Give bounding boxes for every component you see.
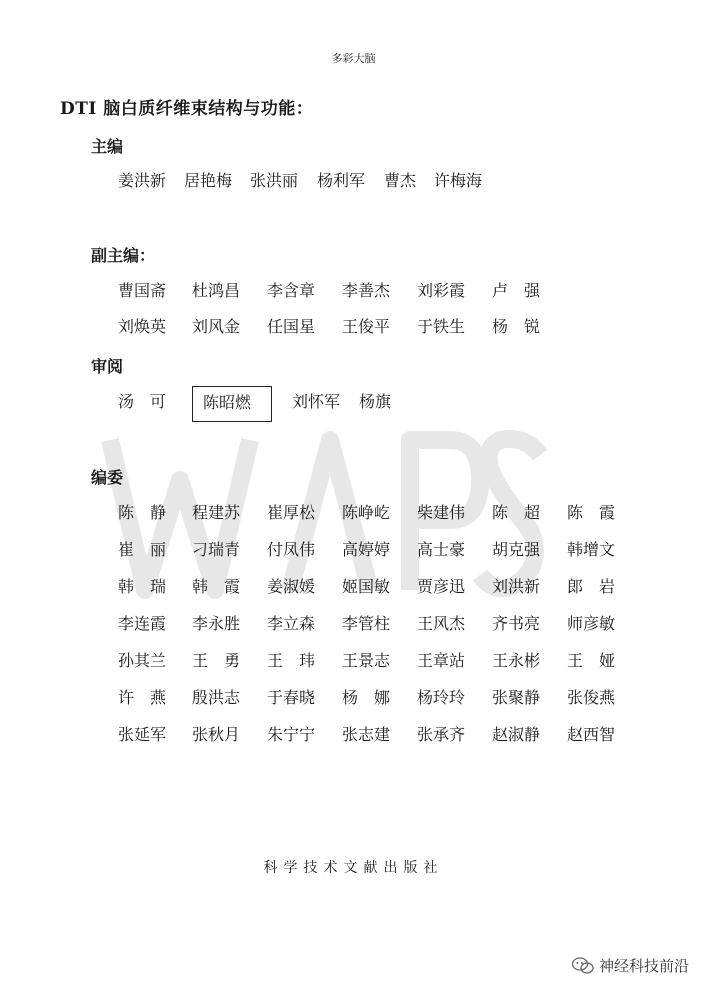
reviewers-heading: 审阅	[91, 357, 124, 376]
editorial-board-member-name: 孙其兰	[118, 651, 167, 670]
editorial-board-member-name: 赵西智	[567, 725, 616, 744]
chief-editor-name: 杨利军	[317, 171, 366, 190]
editorial-board-member-name: 朱宁宁	[267, 725, 316, 744]
editorial-board-member-name: 张秋月	[192, 725, 241, 744]
chief-editors-heading: 主编	[91, 137, 124, 156]
editorial-board-member-name: 王 勇	[192, 651, 241, 670]
reviewer-name: 汤 可	[118, 392, 167, 411]
document-title: DTI 脑白质纤维束结构与功能：	[60, 99, 314, 119]
editorial-board-member-name: 陈 霞	[567, 503, 616, 522]
editorial-board-member-name: 高士豪	[417, 540, 466, 559]
wechat-account-watermark	[572, 955, 689, 976]
editorial-board-member-name: 王 玮	[267, 651, 316, 670]
deputy-editor-name: 卢 强	[492, 281, 541, 300]
deputy-editor-name: 曹国斋	[118, 281, 167, 300]
editorial-board-member-name: 张延军	[118, 725, 167, 744]
editorial-board-member-name: 许 燕	[118, 688, 167, 707]
wechat-icon	[572, 957, 594, 975]
wechat-account-name: 神经科技前沿	[598, 957, 689, 975]
publisher-name: 科学技术文献出版社	[263, 860, 444, 876]
editorial-board-member-name: 赵淑静	[492, 725, 541, 744]
editorial-board-member-name: 齐书亮	[492, 614, 541, 633]
deputy-editor-name: 刘彩霞	[417, 281, 466, 300]
deputy-editors-heading: 副主编：	[91, 246, 156, 265]
editorial-board-member-name: 刘洪新	[492, 577, 541, 596]
reviewer-name: 刘怀军	[292, 392, 341, 411]
editorial-board-member-name: 于春晓	[267, 688, 316, 707]
editorial-board-member-name: 高婷婷	[342, 540, 391, 559]
editorial-board-member-name: 胡克强	[492, 540, 541, 559]
editorial-board-member-name: 杨玲玲	[417, 688, 466, 707]
editorial-board-member-name: 张志建	[342, 725, 391, 744]
editorial-board-member-name: 陈 静	[118, 503, 167, 522]
editorial-board-member-name: 李管柱	[342, 614, 391, 633]
reviewer-name: 杨旗	[359, 392, 392, 411]
editorial-board-member-name: 李连霞	[118, 614, 167, 633]
editorial-board-member-name: 师彦敏	[567, 614, 616, 633]
editorial-board-member-name: 韩 霞	[192, 577, 241, 596]
editorial-board-member-name: 殷洪志	[192, 688, 241, 707]
deputy-editor-name: 刘焕英	[118, 317, 167, 336]
editorial-board-member-name: 程建苏	[192, 503, 241, 522]
editorial-board-member-name: 柴建伟	[417, 503, 466, 522]
editorial-board-member-name: 王章站	[417, 651, 466, 670]
deputy-editor-name: 李含章	[267, 281, 316, 300]
editorial-board-member-name: 韩 瑞	[118, 577, 167, 596]
editorial-board-member-name: 王景志	[342, 651, 391, 670]
editorial-board-member-name: 张俊燕	[567, 688, 616, 707]
editorial-board-heading: 编委	[91, 468, 124, 487]
deputy-editor-name: 任国星	[267, 317, 316, 336]
editorial-board-member-name: 李永胜	[192, 614, 241, 633]
editorial-board-member-name: 姜淑媛	[267, 577, 316, 596]
editorial-board-member-name: 王 娅	[567, 651, 616, 670]
editorial-board-member-name: 姬国敏	[342, 577, 391, 596]
watermark-logo	[100, 380, 550, 620]
reviewer-name-boxed: 陈昭燃	[192, 386, 272, 422]
page-header: 多彩大脑	[331, 52, 376, 65]
editorial-board-member-name: 陈 超	[492, 503, 541, 522]
editorial-board-member-name: 崔 丽	[118, 540, 167, 559]
editorial-board-member-name: 张承齐	[417, 725, 466, 744]
editorial-board-member-name: 崔厚松	[267, 503, 316, 522]
chief-editor-name: 居艳梅	[184, 171, 233, 190]
deputy-editor-name: 王俊平	[342, 317, 391, 336]
editorial-board-member-name: 陈峥屹	[342, 503, 391, 522]
deputy-editor-name: 杨 锐	[492, 317, 541, 336]
chief-editor-name: 姜洪新	[118, 171, 167, 190]
editorial-board-member-name: 贾彦迅	[417, 577, 466, 596]
editorial-board-member-name: 王风杰	[417, 614, 466, 633]
editorial-board-member-name: 张聚静	[492, 688, 541, 707]
chief-editor-name: 曹杰	[384, 171, 417, 190]
editorial-board-member-name: 郎 岩	[567, 577, 616, 596]
chief-editor-name: 许梅海	[434, 171, 483, 190]
deputy-editor-name: 于铁生	[417, 317, 466, 336]
deputy-editor-name: 刘风金	[192, 317, 241, 336]
editorial-board-member-name: 王永彬	[492, 651, 541, 670]
chief-editor-name: 张洪丽	[250, 171, 299, 190]
editorial-board-member-name: 李立森	[267, 614, 316, 633]
editorial-board-member-name: 付凤伟	[267, 540, 316, 559]
editorial-board-member-name: 杨 娜	[342, 688, 391, 707]
editorial-board-member-name: 韩增文	[567, 540, 616, 559]
deputy-editor-name: 李善杰	[342, 281, 391, 300]
editorial-board-member-name: 刁瑞青	[192, 540, 241, 559]
deputy-editor-name: 杜鸿昌	[192, 281, 241, 300]
